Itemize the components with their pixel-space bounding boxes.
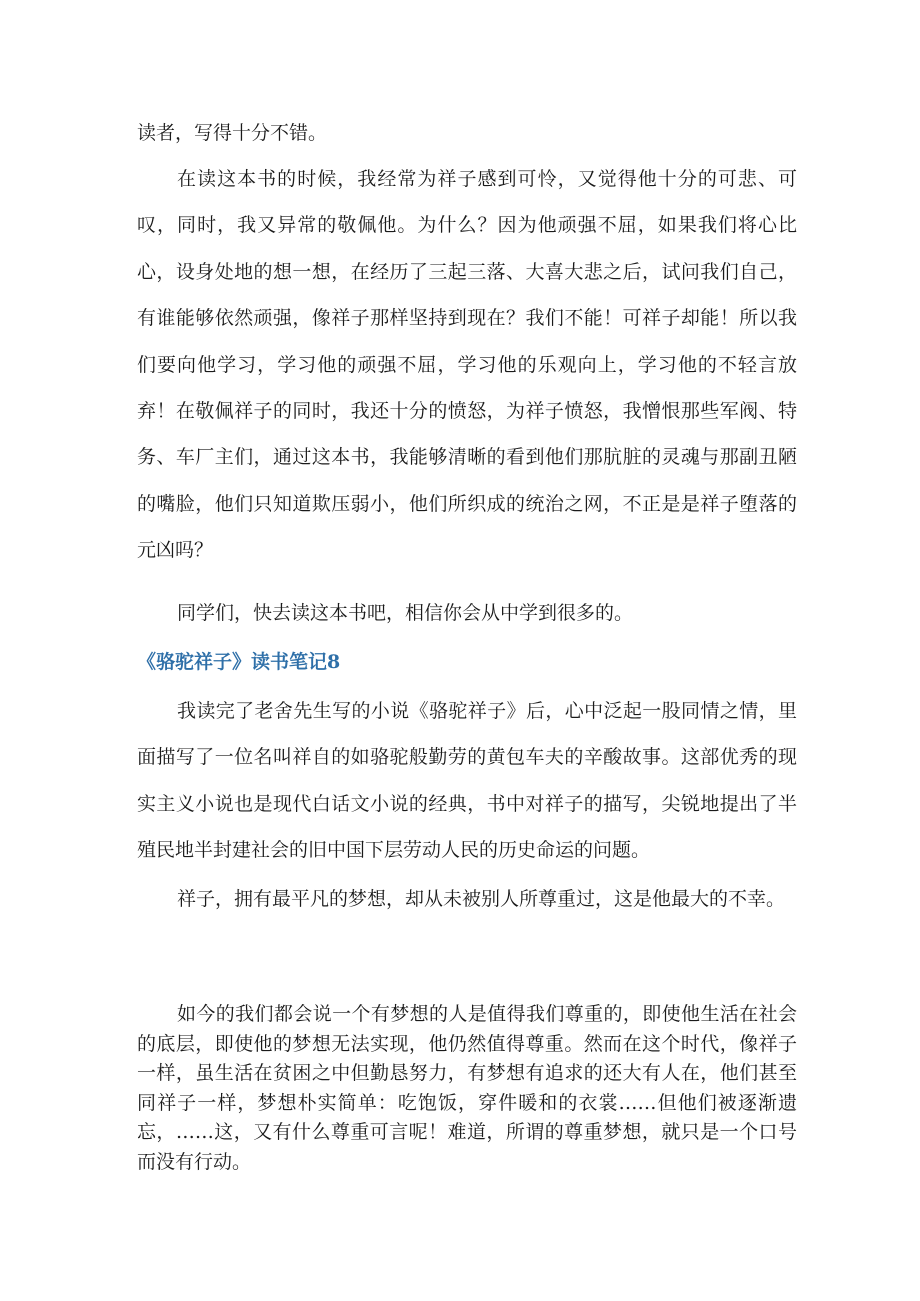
paragraph-dream: 祥子，拥有最平凡的梦想，却从未被别人所尊重过，这是他最大的不幸。 — [177, 888, 786, 910]
paragraph-reflection: 在读这本书的时候，我经常为祥子感到可怜，又觉得他十分的可悲、可叹，同时，我又异常的敬佩他。为什么？因为他顽强不屈，如果我们将心比心，设身处地的想一想，在经历了三起三落、大喜大悲之后，试问我们自己，有谁能够依然顽强，像祥子那样坚持到现在？我们不能！可祥子却能！所以我们要向他学习，学习他的顽强不屈，学习他的乐观向上，学习他的不轻言放弃！在敬佩祥子的同时，我还十分的愤怒，为祥子愤怒，我憎恨那些军阀、特务、车厂主们，通过这本书，我能够清晰的看到他们那肮脏的灵魂与那副丑陋的嘴脸，他们只知道欺压弱小，他们所织成的统治之网，不正是是祥子堕落的元凶吗？ — [137, 168, 797, 562]
section-heading: 《骆驼祥子》读书笔记8 — [137, 651, 341, 673]
paragraph-respect: 如今的我们都会说一个有梦想的人是值得我们尊重的，即使他生活在社会的底层，即使他的梦想无法实现，他仍然值得尊重。然而在这个时代，像祥子一样，虽生活在贫困之中但勤恳努力，有梦想有追求的还大有人在，他们甚至同祥子一样，梦想朴实简单：吃饱饭，穿件暖和的衣裳……但他们被逐渐遗忘，……这，又有什么尊重可言呢！难道，所谓的尊重梦想，就只是一个口号而没有行动。 — [137, 1003, 797, 1173]
paragraph-continuation: 读者，写得十分不错。 — [137, 122, 328, 144]
paragraph-intro: 我读完了老舍先生写的小说《骆驼祥子》后，心中泛起一股同情之情，里面描写了一位名叫祥自的如骆驼般勤劳的黄包车夫的辛酸故事。这部优秀的现实主义小说也是现代白话文小说的经典，书中对祥子的描写，尖锐地提出了半殖民地半封建社会的旧中国下层劳动人民的历史命运的问题。 — [137, 700, 797, 862]
paragraph-closing: 同学们，快去读这本书吧，相信你会从中学到很多的。 — [177, 602, 634, 624]
